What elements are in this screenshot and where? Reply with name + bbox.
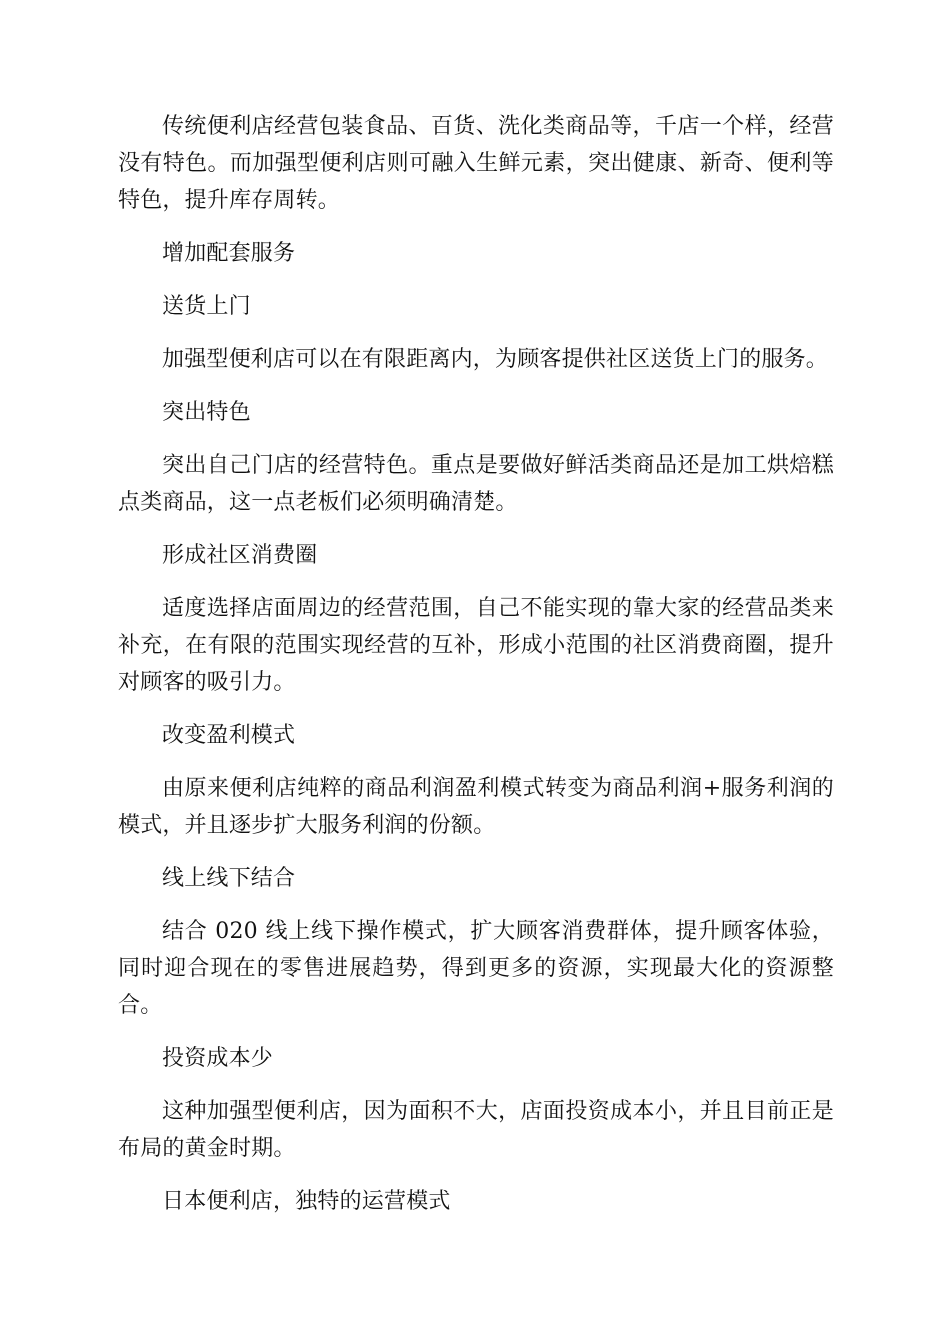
paragraph-online-offline: 结合 020 线上线下操作模式，扩大顾客消费群体，提升顾客体验，同时迎合现在的零售进展趋势，得到更多的资源，实现最大化的资源整合。 bbox=[118, 919, 834, 1018]
document-page bbox=[118, 108, 834, 1220]
paragraph-low-investment: 这种加强型便利店，因为面积不大，店面投资成本小，并且目前正是布局的黄金时期。 bbox=[118, 1099, 834, 1161]
paragraph-community-circle: 适度选择店面周边的经营范围，自己不能实现的靠大家的经营品类来补充，在有限的范围实现经营的互补，形成小范围的社区消费商圈，提升对顾客的吸引力。 bbox=[118, 596, 834, 695]
paragraph-highlight-features: 突出自己门店的经营特色。重点是要做好鲜活类商品还是加工烘焙糕点类商品，这一点老板们必须明确清楚。 bbox=[118, 453, 834, 515]
heading-home-delivery: 送货上门 bbox=[162, 294, 251, 319]
heading-community-circle: 形成社区消费圈 bbox=[162, 543, 318, 568]
paragraph-traditional-stores: 传统便利店经营包装食品、百货、洗化类商品等，千店一个样，经营没有特色。而加强型便利店则可融入生鲜元素，突出健康、新奇、便利等特色，提升库存周转。 bbox=[118, 114, 834, 213]
heading-japan-stores: 日本便利店，独特的运营模式 bbox=[162, 1189, 451, 1214]
heading-highlight-features: 突出特色 bbox=[162, 400, 251, 425]
heading-add-services: 增加配套服务 bbox=[162, 241, 296, 266]
heading-low-investment: 投资成本少 bbox=[162, 1046, 274, 1071]
paragraph-home-delivery: 加强型便利店可以在有限距离内，为顾客提供社区送货上门的服务。 bbox=[162, 347, 829, 372]
heading-profit-model: 改变盈利模式 bbox=[162, 723, 296, 748]
heading-online-offline: 线上线下结合 bbox=[162, 866, 296, 891]
paragraph-profit-model: 由原来便利店纯粹的商品利润盈利模式转变为商品利润+服务利润的模式，并且逐步扩大服务利润的份额。 bbox=[118, 776, 834, 838]
